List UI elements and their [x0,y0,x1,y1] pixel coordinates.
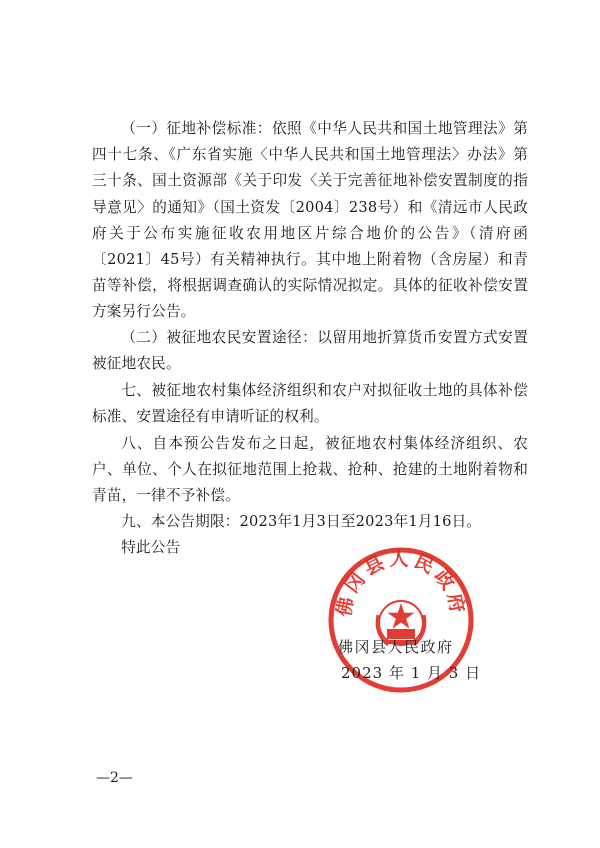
paragraph-notice-period: 九、本公告期限：2023年1月3日至2023年1月16日。 [121,513,482,530]
signature-agency: 佛冈县人民政府 [338,638,454,656]
paragraph-closing: 特此公告 [121,539,181,556]
page-number: —2— [96,770,133,786]
signature-date: 2023 年 1 月 3 日 [341,664,482,682]
paragraph-resettlement-approach: （二）被征地农民安置途径：以留用地折算货币安置方式安置被征地农民。 [92,329,528,373]
paragraph-hearing-rights: 七、被征地农村集体经济组织和农户对拟征收土地的具体补偿标准、安置途径有申请听证的权利。 [92,382,528,426]
svg-text:佛冈县人民政府: 佛冈县人民政府 [333,548,469,619]
paragraph-no-compensation: 八、自本预公告发布之日起，被征地农村集体经济组织、农户、单位、个人在拟征地范围上抢栽、抢种、抢建的土地附着物和青苗，一律不予补偿。 [92,435,528,505]
paragraph-compensation-standard: （一）征地补偿标准：依照《中华人民共和国土地管理法》第四十七条、《广东省实施〈中华人民共和国土地管理法〉办法》第三十条、国土资源部《关于印发〈关于完善征地补偿安置制度的指导意见〉的通知》（国土资发〔2004〕238号）和《清远市人民政府关于公布实施征收农用地区片综合地价的公告》（清府函〔2021〕45号）有关精神执行。其中地上附着物（含房屋）和青苗等补偿，将根据调查确认的实际情况拟定。具体的征收补偿安置方案另行公告。 [92,120,528,321]
